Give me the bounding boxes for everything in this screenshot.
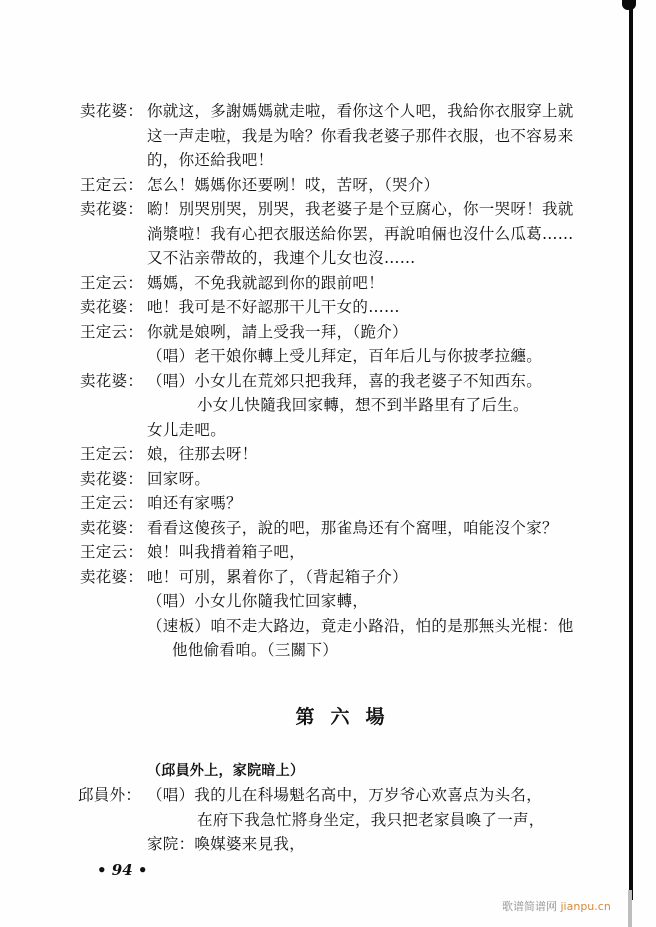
dialogue-text: （唱）小女儿在荒郊只把我拜，喜的我老婆子不知西东。 (147, 372, 543, 390)
speaker-label: 王定云： (80, 445, 144, 463)
binding-edge (629, 0, 633, 900)
dialogue-text: 在府下我急忙將身坐定，我只把老家員喚了一声， (197, 811, 545, 829)
speaker-label: 卖花婆： (80, 372, 144, 390)
dialogue-text: 小女儿快隨我回家轉，想不到半路里有了后生。 (197, 396, 529, 414)
dialogue-text: 的，你还給我吧！ (147, 151, 274, 169)
dialogue-text: 吔！我可是不好認那干儿干女的…… (147, 298, 400, 316)
dialogue-text: 吔！可別，累着你了，（背起箱子介） (147, 568, 408, 586)
dialogue-text: 你就这，多謝媽媽就走啦，看你这个人吧，我給你衣服穿上就 (147, 102, 574, 120)
speaker-label: 王定云： (80, 543, 144, 561)
watermark (502, 898, 611, 914)
dialogue-text: 这一声走啦，我是为啥？你看我老婆子那件衣服，也不容易来 (147, 127, 574, 145)
speaker-label: 卖花婆： (80, 200, 144, 218)
dialogue-text: 喲！別哭別哭，別哭，我老婆子是个豆腐心，你一哭呀！我就 (147, 200, 574, 218)
dialogue-text: 媽媽，不免我就認到你的跟前吧！ (147, 274, 385, 292)
page-number: • 94 • (97, 861, 148, 879)
speaker-label: 王定云： (80, 494, 144, 512)
speaker-label: 卖花婆： (80, 568, 144, 586)
speaker-label: 王定云： (80, 176, 144, 194)
dialogue-text: 家院：喚媒婆来見我， (147, 835, 306, 853)
speaker-label: 邱員外： (78, 786, 142, 804)
speaker-label: 卖花婆： (80, 470, 144, 488)
dialogue-text: 你就是娘咧，請上受我一拜，（跪介） (147, 323, 408, 341)
dialogue-text: 咱还有家嗎？ (147, 494, 242, 512)
dialogue-text: （唱）小女儿你隨我忙回家轉， (147, 592, 369, 610)
dialogue-text: 淌漿啦！我有心把衣服送給你罢，再說咱倆也沒什么瓜葛…… (147, 225, 574, 243)
dialogue-text: 娘，往那去呀！ (147, 445, 258, 463)
dialogue-text: 怎么！媽媽你还要咧！哎，苦呀，（哭介） (147, 176, 440, 194)
speaker-label: 卖花婆： (80, 298, 144, 316)
dialogue-text: （速板）咱不走大路边，竟走小路沿，怕的是那無头光棍：他 (147, 617, 574, 635)
dialogue-text: 女儿走吧。 (147, 421, 227, 439)
stage-direction: （邱員外上，家院暗上） (147, 763, 305, 779)
watermark-domain: jianpu.cn (560, 900, 611, 913)
dialogue-text: 他他偷看咱。（三關下） (172, 641, 339, 659)
dialogue-text: 娘！叫我揹着箱子吧， (147, 543, 306, 561)
speaker-label: 王定云： (80, 274, 144, 292)
scene-title: 第六場 (295, 706, 401, 728)
speaker-label: 卖花婆： (80, 519, 144, 537)
dialogue-text: （唱）老干娘你轉上受儿拜定，百年后儿与你披孝拉纏。 (147, 347, 543, 365)
speaker-label: 王定云： (80, 323, 144, 341)
speaker-label: 卖花婆： (80, 102, 144, 120)
watermark-text: 歌谱简谱网 (502, 900, 557, 913)
dialogue-text: 看看这傻孩子，說的吧，那雀鳥还有个窩哩，咱能沒个家？ (147, 519, 558, 537)
dialogue-text: 回家呀。 (147, 470, 211, 488)
dialogue-text: 又不沾亲帶故的，我連个儿女也沒…… (147, 249, 416, 267)
binding-edge-tail (628, 890, 632, 927)
dialogue-text: （唱）我的儿在科場魁名高中，万岁爷心欢喜点为头名， (147, 786, 543, 804)
